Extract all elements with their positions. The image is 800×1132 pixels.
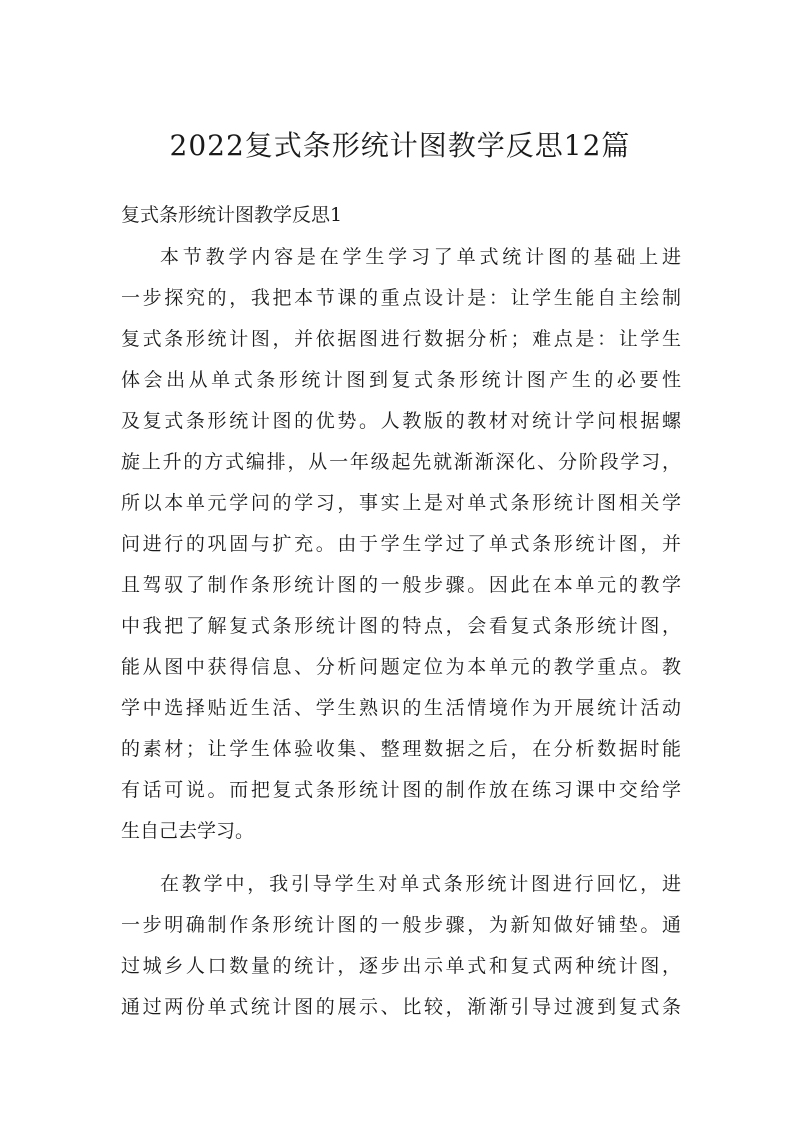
paragraph-1-line: 复式条形统计图，并依据图进行数据分析；难点是：让学生: [121, 328, 681, 350]
paragraph-1-line: 生自己去学习。: [121, 820, 255, 842]
paragraph-1-line: 学中选择贴近生活、学生熟识的生活情境作为开展统计活动: [121, 697, 681, 719]
paragraph-1-line: 且驾驭了制作条形统计图的一般步骤。因此在本单元的教学: [121, 574, 681, 596]
paragraph-1-line: 有话可说。而把复式条形统计图的制作放在练习课中交给学: [121, 779, 681, 801]
document-title: 2022复式条形统计图教学反思12篇: [169, 129, 631, 162]
paragraph-1-line: 问进行的巩固与扩充。由于学生学过了单式条形统计图，并: [121, 533, 681, 555]
paragraph-1-line: 本节教学内容是在学生学习了单式统计图的基础上进: [160, 246, 681, 268]
paragraph-1-line: 能从图中获得信息、分析问题定位为本单元的教学重点。教: [121, 656, 681, 678]
paragraph-1-line: 的素材；让学生体验收集、整理数据之后，在分析数据时能: [121, 738, 681, 760]
section-heading: 复式条形统计图教学反思1: [121, 204, 343, 226]
paragraph-2-line: 过城乡人口数量的统计，逐步出示单式和复式两种统计图，: [121, 955, 681, 977]
paragraph-2-line: 通过两份单式统计图的展示、比较，渐渐引导过渡到复式条: [121, 996, 681, 1018]
paragraph-1-line: 旋上升的方式编排，从一年级起先就渐渐深化、分阶段学习，: [121, 451, 681, 473]
paragraph-2-line: 在教学中，我引导学生对单式条形统计图进行回忆，进: [160, 873, 681, 895]
paragraph-1-line: 及复式条形统计图的优势。人教版的教材对统计学问根据螺: [121, 410, 681, 432]
paragraph-1-line: 体会出从单式条形统计图到复式条形统计图产生的必要性: [121, 369, 681, 391]
paragraph-1-line: 一步探究的，我把本节课的重点设计是：让学生能自主绘制: [121, 287, 681, 309]
paragraph-2-line: 一步明确制作条形统计图的一般步骤，为新知做好铺垫。通: [121, 914, 681, 936]
paragraph-1-line: 所以本单元学问的学习，事实上是对单式条形统计图相关学: [121, 492, 681, 514]
paragraph-1-line: 中我把了解复式条形统计图的特点，会看复式条形统计图，: [121, 615, 681, 637]
